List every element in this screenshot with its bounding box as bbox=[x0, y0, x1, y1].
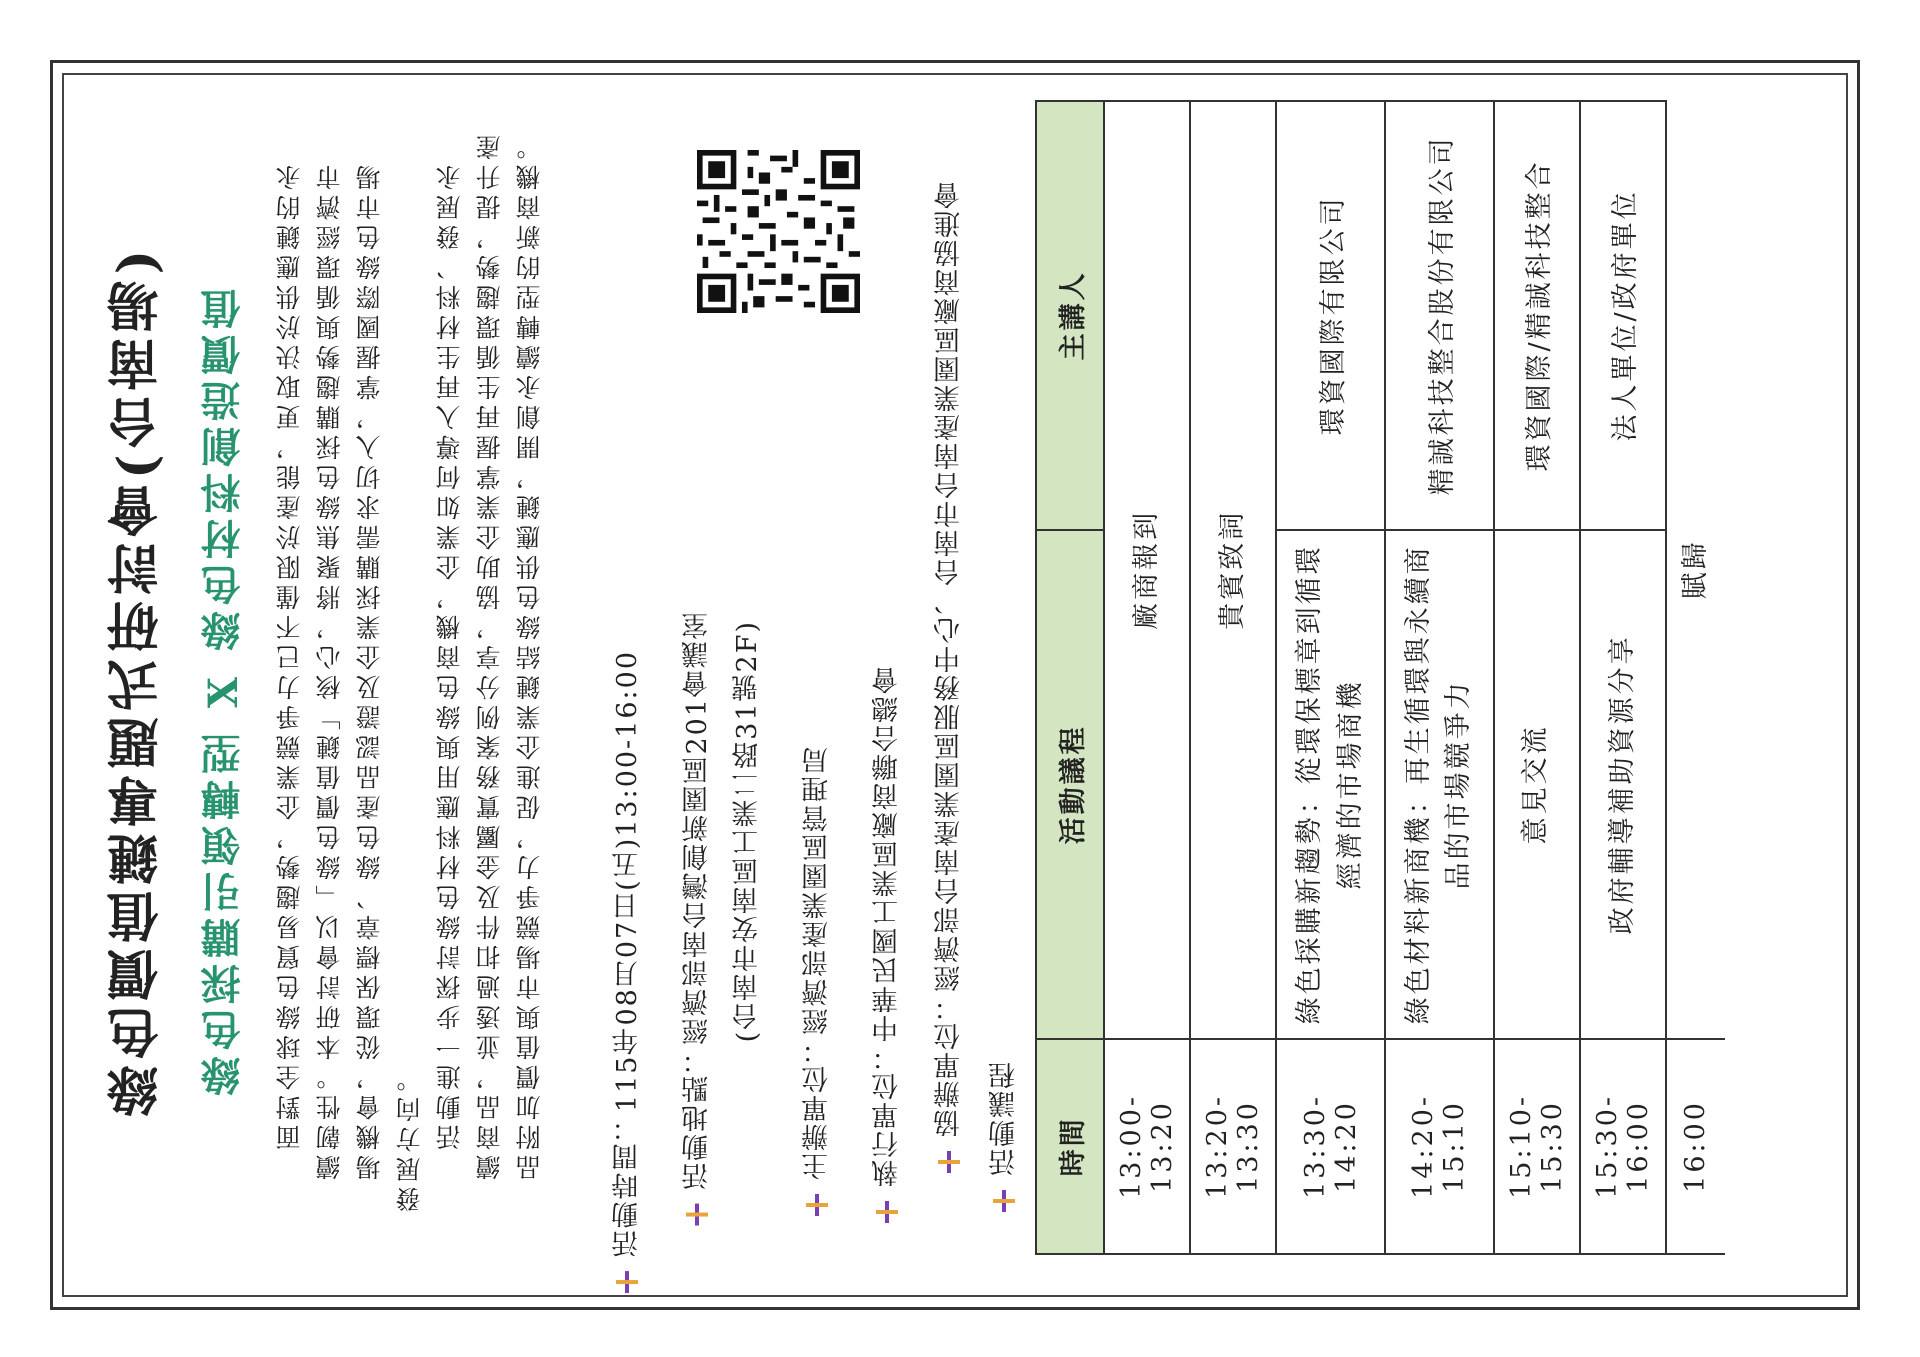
event-host-text: 主辦單位：經濟部產業園區管理局 bbox=[802, 745, 833, 1180]
agenda-row bbox=[1494, 101, 1580, 1254]
header-topic: 活動議程 bbox=[1036, 530, 1104, 1039]
agenda-topic: 意見交流 bbox=[1494, 530, 1580, 1039]
agenda-speaker: 環資國際/精誠科技整合 bbox=[1494, 101, 1580, 530]
agenda-time: 16:00 bbox=[1666, 1039, 1725, 1254]
agenda-time: 13:20-13:30 bbox=[1190, 1039, 1276, 1254]
agenda-row bbox=[1385, 101, 1494, 1254]
intro2-line-1: 活動進一步探討綠色材料應用與綠色商機，企業如何導入再生材料、發展永 bbox=[435, 160, 464, 1180]
page-title: 綠色價值鏈專題式研討會(台南場) bbox=[107, 243, 168, 1117]
intro-line-2: 續韌性。本研討會以「綠色價值鏈」核心，將聚焦綠色採購趨勢與循環經濟市 bbox=[315, 160, 344, 1180]
intro-line-4: 發展方向。 bbox=[395, 1062, 424, 1212]
agenda-time: 13:30-14:20 bbox=[1276, 1039, 1385, 1254]
event-place-text: 活動地點：經濟部南台灣創新園區201會議室 bbox=[682, 610, 713, 1190]
agenda-topic: 政府輔導補助資源分享 bbox=[1580, 530, 1666, 1039]
bullet-icon bbox=[994, 1190, 1016, 1212]
event-executor-text: 執行單位：中華民國工業區廠商聯合總會 bbox=[872, 665, 903, 1187]
agenda-speaker: 精誠科技整合股份有限公司 bbox=[1385, 101, 1494, 530]
agenda-table-wrapper bbox=[1035, 100, 1725, 1255]
intro-line-3: 場機會，從環保標章、綠色產品認證及企業採購需求切入，掌握國際綠色市場 bbox=[355, 160, 384, 1180]
agenda-speaker: 法人單位/政府單位 bbox=[1580, 101, 1666, 530]
agenda-topic: 貴賓致詞 bbox=[1190, 101, 1276, 1039]
agenda-row bbox=[1276, 101, 1385, 1254]
qr-code-icon[interactable] bbox=[697, 150, 860, 313]
event-time-text: 活動時間：115年08月07日(五)13:00-16:00 bbox=[612, 650, 643, 1258]
agenda-row bbox=[1104, 101, 1190, 1254]
bullet-icon bbox=[939, 1151, 961, 1173]
bullet-icon bbox=[687, 1204, 709, 1226]
event-address: (台南市安南區工業二路31號2F) bbox=[732, 620, 763, 1043]
bullet-icon bbox=[617, 1271, 639, 1293]
header-time: 時間 bbox=[1036, 1039, 1104, 1254]
event-agenda-label bbox=[985, 1060, 1024, 1212]
agenda-row bbox=[1190, 101, 1276, 1254]
page-subtitle: 綠色採購引領轉型 X 綠色材料創造價值 bbox=[200, 283, 247, 1097]
agenda-topic: 綠色材料新商機：再生循環與永續商品的市場競爭力 bbox=[1385, 530, 1494, 1039]
agenda-speaker: 環資國際有限公司 bbox=[1276, 101, 1385, 530]
agenda-row bbox=[1666, 101, 1725, 1254]
event-time bbox=[608, 650, 647, 1293]
event-co-organizer bbox=[930, 180, 969, 1173]
bullet-icon bbox=[807, 1194, 829, 1216]
agenda-topic: 綠色採購新趨勢：從環保標章到循環經濟的市場商機 bbox=[1276, 530, 1385, 1039]
event-co-organizer-text: 協辦單位：經濟部台南產業園區服務中心、台南市台南產業園區廠商協進會 bbox=[934, 180, 965, 1137]
event-executor bbox=[868, 665, 907, 1223]
agenda-row bbox=[1580, 101, 1666, 1254]
agenda-topic: 廠商報到 bbox=[1104, 101, 1190, 1039]
agenda-header-row bbox=[1036, 101, 1104, 1254]
intro-line-1: 面對全球綠色貿易趨勢，企業競爭力已不僅限於產能，更取決於供應鏈的永 bbox=[275, 160, 304, 1180]
agenda-time: 15:30-16:00 bbox=[1580, 1039, 1666, 1254]
event-place bbox=[678, 610, 717, 1226]
agenda-time: 15:10-15:30 bbox=[1494, 1039, 1580, 1254]
agenda-time: 14:20-15:10 bbox=[1385, 1039, 1494, 1254]
intro2-line-3: 品附加價值與市場競爭力，促進企業鏈結綠色供應鏈，開創永續轉型的新商機。 bbox=[515, 130, 544, 1180]
event-host bbox=[798, 745, 837, 1216]
agenda-label-text: 活動議程 bbox=[989, 1060, 1020, 1176]
bullet-icon bbox=[877, 1201, 899, 1223]
intro2-line-2: 續商品，並透過扣件及金屬實務案例分享，協助企業掌握再生循環趨勢，提升產 bbox=[475, 130, 504, 1180]
header-speaker: 主講人 bbox=[1036, 101, 1104, 530]
agenda-time: 13:00-13:20 bbox=[1104, 1039, 1190, 1254]
agenda-table bbox=[1035, 100, 1725, 1255]
agenda-topic: 賦歸 bbox=[1666, 101, 1725, 1039]
